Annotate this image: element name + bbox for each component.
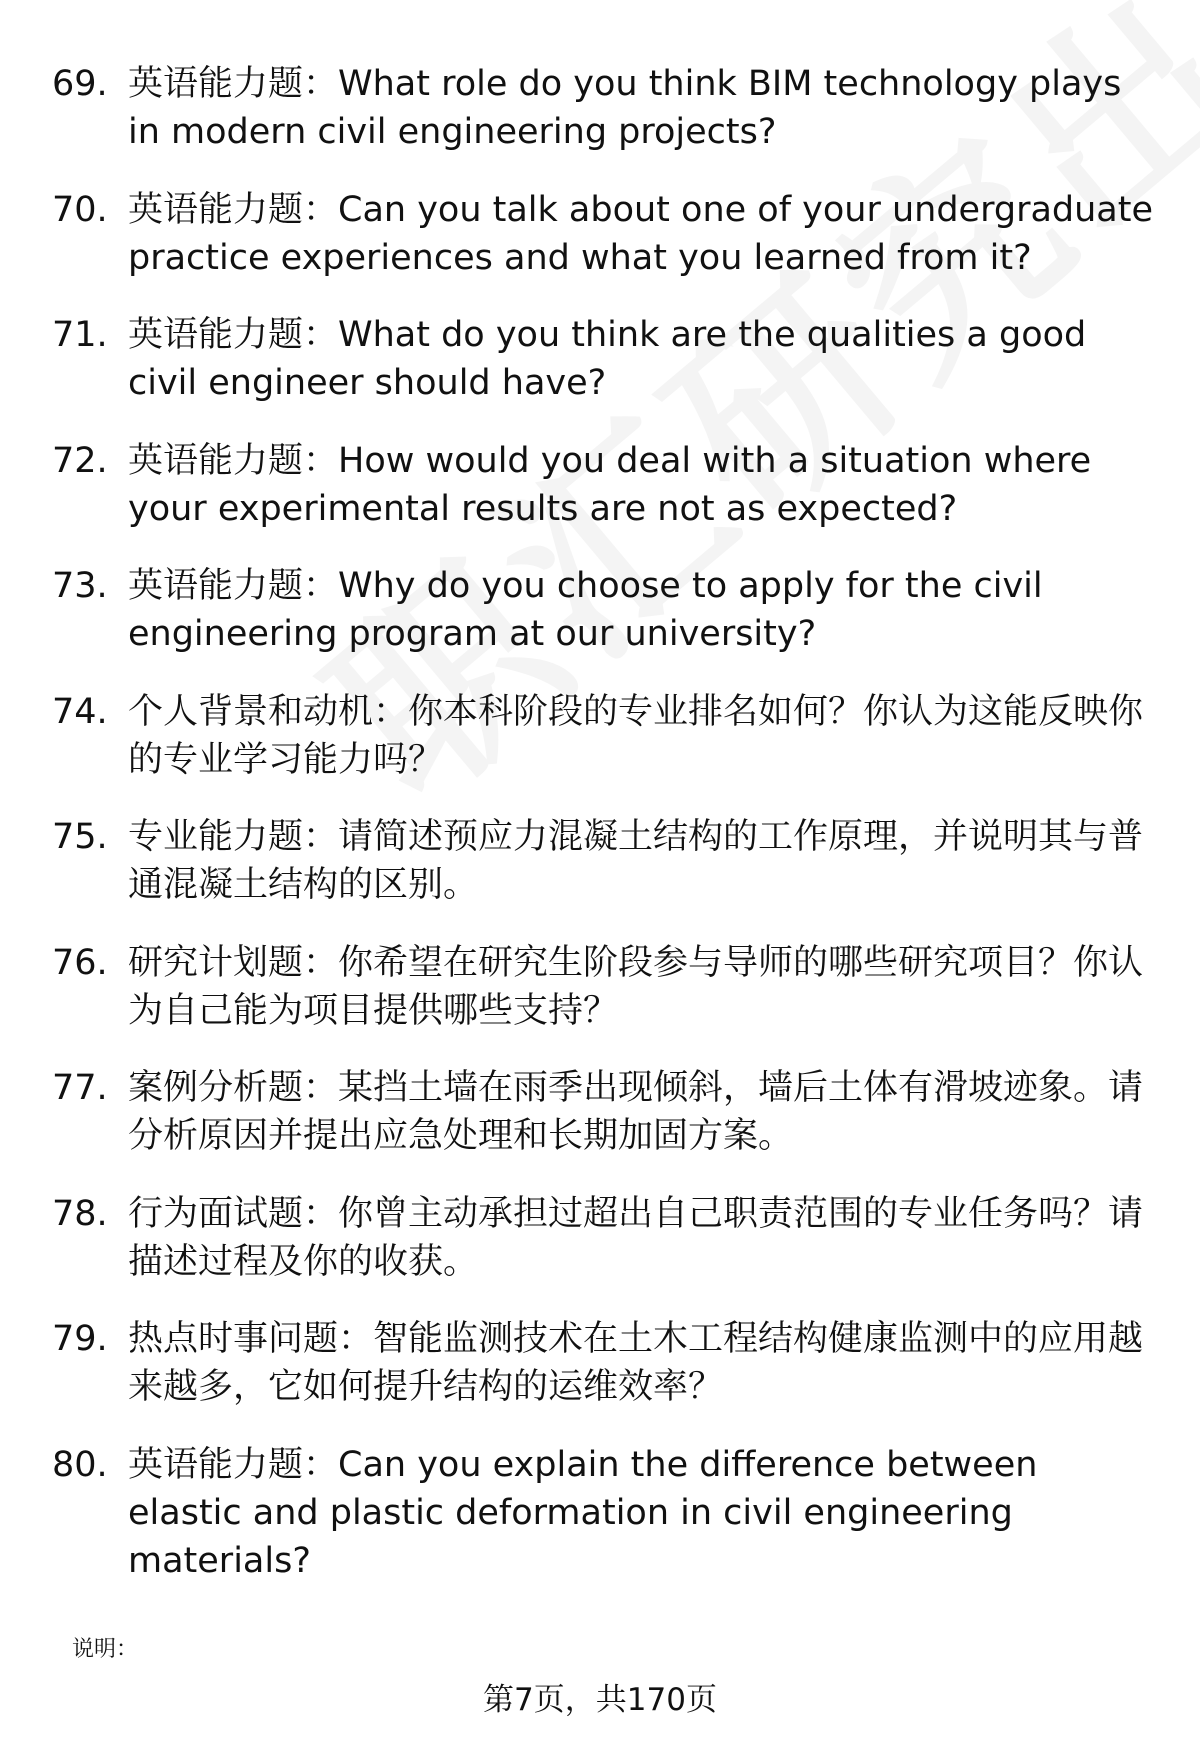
question-item-71 <box>52 311 1162 407</box>
question-item-80 <box>52 1441 1162 1585</box>
question-text: 研究计划题：你希望在研究生阶段参与导师的哪些研究项目？你认为自己能为项目提供哪些支持？ <box>128 942 1144 1031</box>
question-item-76 <box>52 939 1162 1035</box>
question-item-72 <box>52 437 1162 533</box>
question-text: 英语能力题：What do you think are the qualities a good civil engineer should have? <box>128 315 1087 403</box>
question-item-78 <box>52 1190 1162 1286</box>
question-text: 专业能力题：请简述预应力混凝土结构的工作原理，并说明其与普通混凝土结构的区别。 <box>128 817 1144 905</box>
question-number: 80. <box>52 1444 108 1485</box>
question-number: 74. <box>52 691 108 732</box>
question-text: 英语能力题：Why do you choose to apply for the civil engineering program at our university? <box>128 566 1043 654</box>
question-text: 行为面试题：你曾主动承担过超出自己职责范围的专业任务吗？请描述过程及你的收获。 <box>128 1193 1144 1282</box>
question-text: 个人背景和动机：你本科阶段的专业排名如何？你认为这能反映你的专业学习能力吗？ <box>128 691 1144 780</box>
note-label: 说明： <box>72 1637 139 1662</box>
page-number-footer: 第7页，共170页 <box>483 1682 717 1718</box>
question-text: 英语能力题：Can you talk about one of your undergraduate practice experiences and what you learned from it? <box>128 189 1154 278</box>
question-number: 75. <box>52 817 108 857</box>
question-text: 案例分析题：某挡土墙在雨季出现倾斜，墙后土体有滑坡迹象。请分析原因并提出应急处理和长期加固方案。 <box>128 1068 1144 1156</box>
question-number: 79. <box>52 1319 108 1359</box>
question-number: 73. <box>52 566 108 606</box>
question-text: 热点时事问题：智能监测技术在土木工程结构健康监测中的应用越来越多，它如何提升结构的运维效率？ <box>128 1319 1144 1407</box>
question-number: 78. <box>52 1193 108 1234</box>
question-item-77 <box>52 1064 1162 1160</box>
question-text: 英语能力题：Can you explain the difference between elastic and plastic deformation in civil engineering materials? <box>128 1444 1038 1581</box>
question-number: 77. <box>52 1068 108 1108</box>
question-number: 76. <box>52 942 108 983</box>
question-item-69 <box>52 60 1162 156</box>
question-item-79 <box>52 1315 1162 1411</box>
question-item-73 <box>52 562 1162 658</box>
question-text: 英语能力题：How would you deal with a situation where your experimental results are not as expected? <box>128 440 1092 529</box>
question-item-74 <box>52 688 1162 784</box>
question-number: 70. <box>52 189 108 230</box>
question-item-75 <box>52 813 1162 909</box>
question-number: 71. <box>52 315 108 355</box>
question-number: 72. <box>52 440 108 481</box>
question-number: 69. <box>52 64 108 104</box>
question-item-70 <box>52 186 1162 282</box>
question-list <box>52 60 1162 1614</box>
question-text: 英语能力题：What role do you think BIM technology plays in modern civil engineering projects? <box>128 64 1122 152</box>
